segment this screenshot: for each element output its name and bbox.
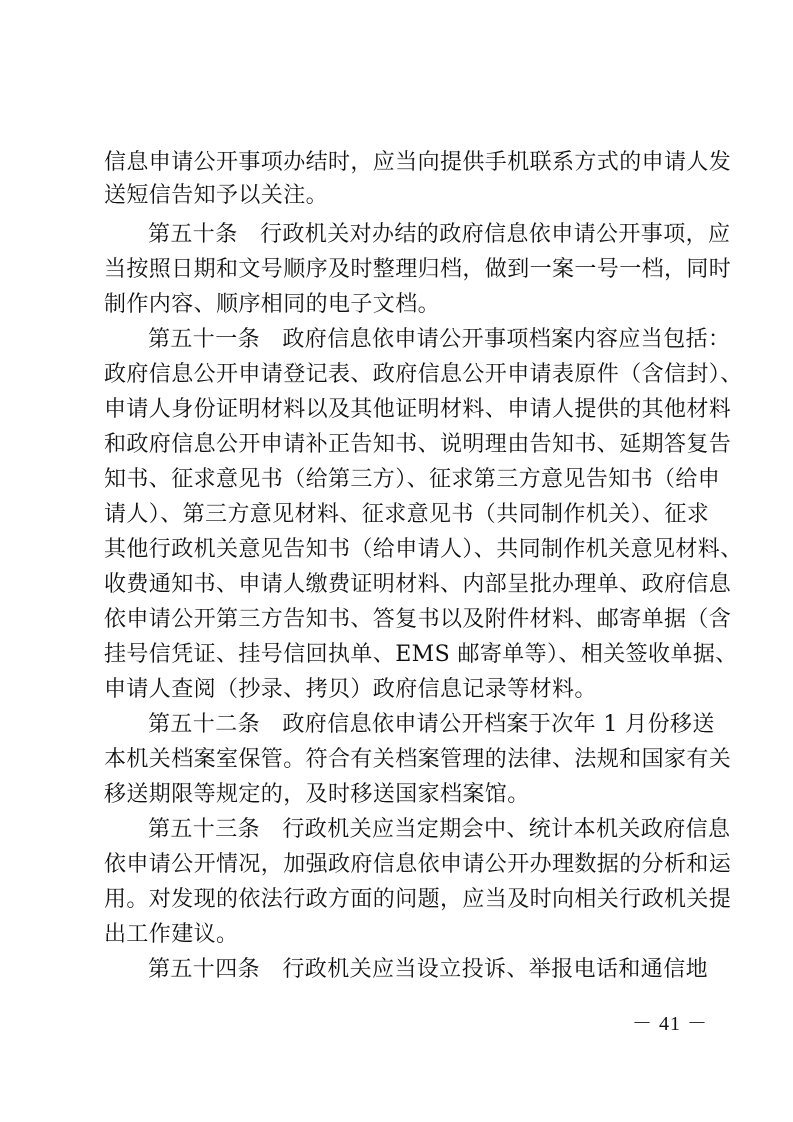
text-line: 挂号信凭证、挂号信回执单、EMS 邮寄单等）、相关签收单据、 — [104, 642, 738, 667]
text-line: 政府信息公开申请登记表、政府信息公开申请表原件（含信封）、 — [104, 362, 743, 387]
text-line: 收费通知书、申请人缴费证明材料、内部呈批办理单、政府信息 — [104, 572, 732, 597]
text-line: 出工作建议。 — [104, 922, 239, 947]
text-line: 知书、征求意见书（给第三方）、征求第三方意见告知书（给申 — [104, 467, 721, 492]
article-50-heading-line: 第五十条 行政机关对办结的政府信息依申请公开事项，应 — [148, 222, 731, 247]
article-53-heading-line: 第五十三条 行政机关应当定期会中、统计本机关政府信息 — [148, 817, 731, 842]
text-line: 申请人身份证明材料以及其他证明材料、申请人提供的其他材料 — [104, 397, 732, 422]
text-line: 用。对发现的依法行政方面的问题，应当及时向相关行政机关提 — [104, 887, 732, 912]
text-line: 当按照日期和文号顺序及时整理归档，做到一案一号一档，同时 — [104, 257, 732, 282]
text-line: 和政府信息公开申请补正告知书、说明理由告知书、延期答复告 — [104, 432, 732, 457]
text-line: 送短信告知予以关注。 — [104, 183, 329, 208]
text-line: 申请人查阅（抄录、拷贝）政府信息记录等材料。 — [104, 677, 597, 702]
text-line: 制作内容、顺序相同的电子文档。 — [104, 292, 441, 317]
article-54-heading-line: 第五十四条 行政机关应当设立投诉、举报电话和通信地 — [148, 957, 709, 982]
text-line: 依申请公开情况，加强政府信息依申请公开办理数据的分析和运 — [104, 852, 732, 877]
text-line: 本机关档案室保管。符合有关档案管理的法律、法规和国家有关 — [104, 747, 732, 772]
text-line: 信息申请公开事项办结时，应当向提供手机联系方式的申请人发 — [104, 150, 732, 175]
text-line: 依申请公开第三方告知书、答复书以及附件材料、邮寄单据（含 — [104, 607, 732, 632]
page-number: － 41 － — [632, 1013, 708, 1035]
text-line: 其他行政机关意见告知书（给申请人）、共同制作机关意见材料、 — [104, 537, 743, 562]
article-52-heading-line: 第五十二条 政府信息依申请公开档案于次年 1 月份移送 — [148, 712, 715, 737]
text-line: 移送期限等规定的，及时移送国家档案馆。 — [104, 782, 530, 807]
article-51-heading-line: 第五十一条 政府信息依申请公开事项档案内容应当包括： — [148, 327, 731, 352]
text-line: 请人）、第三方意见材料、征求意见书（共同制作机关）、征求 — [104, 502, 710, 527]
